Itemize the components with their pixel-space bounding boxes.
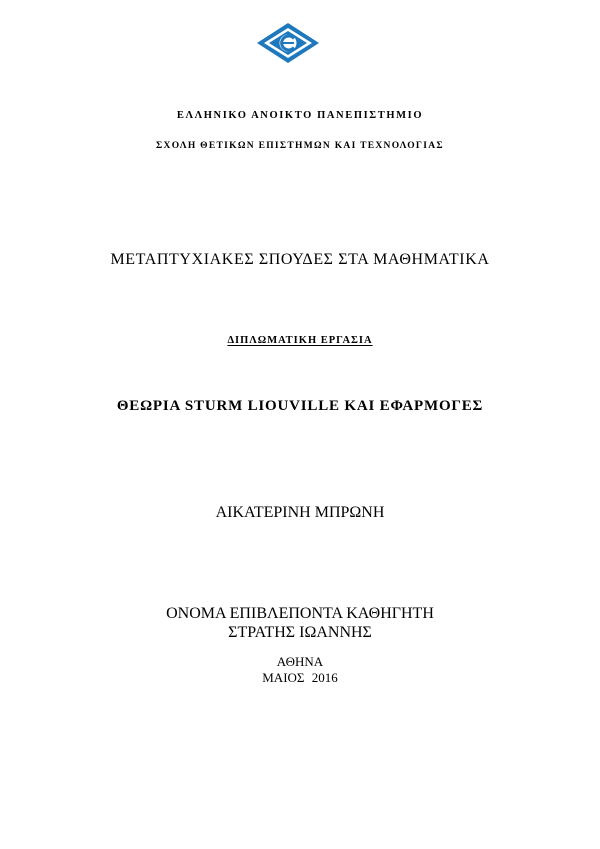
school-name: ΣΧΟΛΗ ΘΕΤΙΚΩΝ ΕΠΙΣΤΗΜΩΝ ΚΑΙ ΤΕΧΝΟΛΟΓΙΑΣ [156,141,444,151]
university-name: ΕΛΛΗΝΙΚΟ ΑΝΟΙΚΤΟ ΠΑΝΕΠΙΣΤΗΜΙΟ [176,110,424,121]
supervisor-name: ΣΤΡΑΤΗΣ ΙΩΑΝΝΗΣ [228,624,372,641]
author-name: ΑΙΚΑΤΕΡΙΝΗ ΜΠΡΩΝΗ [215,504,385,521]
hellenic-open-university-logo-icon [256,22,320,64]
document-type-heading [0,335,600,346]
supervisor-label: ΟΝΟΜΑ ΕΠΙΒΛΕΠΟΝΤΑ ΚΑΘΗΓΗΤΗ [166,605,434,622]
program-name: ΜΕΤΑΠΤΥΧΙΑΚΕΣ ΣΠΟΥΔΕΣ ΣΤΑ ΜΑΘΗΜΑΤΙΚΑ [110,251,490,268]
city: ΑΘΗΝΑ [276,654,324,669]
date: ΜΑΙΟΣ 2016 [262,670,338,685]
thesis-title: ΘΕΩΡΙΑ STURM LIOUVILLE ΚΑΙ ΕΦΑΡΜΟΓΕΣ [116,398,484,414]
document-type-label: ΔΙΠΛΩΜΑΤΙΚΗ ΕΡΓΑΣΙΑ [227,335,373,346]
